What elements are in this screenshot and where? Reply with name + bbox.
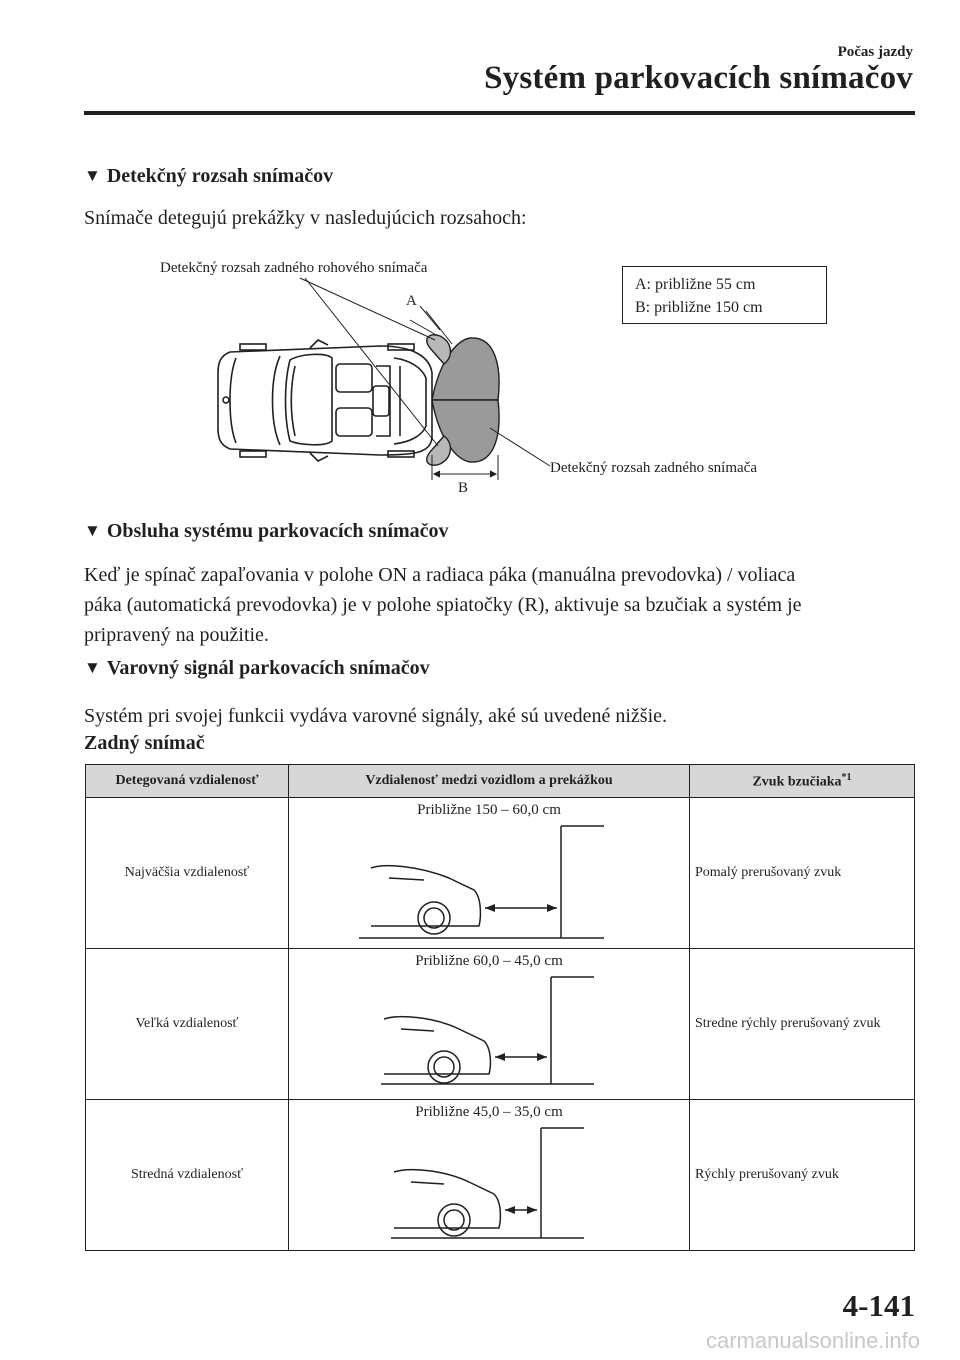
car-obstacle-illustration [289, 798, 689, 948]
section-heading-text: Obsluha systému parkovacích snímačov [106, 520, 449, 542]
sensor-range-figure [140, 248, 840, 503]
page-number: 4-141 [842, 1288, 915, 1323]
rear-sensor-range-label: Detekčný rozsah zadného snímača [550, 460, 757, 476]
section-heading-operation [84, 520, 449, 543]
col-header-range: Vzdialenosť medzi vozidlom a prekážkou [289, 765, 690, 798]
table-row [86, 1100, 915, 1251]
watermark: carmanualsonline.info [705, 1328, 920, 1353]
table-row [86, 798, 915, 949]
warning-signal-table [85, 764, 915, 1251]
distance-cell: Najväčšia vzdialenosť [86, 798, 289, 949]
sound-cell: Pomalý prerušovaný zvuk [690, 798, 915, 949]
sound-cell: Rýchly prerušovaný zvuk [690, 1100, 915, 1251]
table-header-row [86, 765, 915, 798]
section-heading-text: Detekčný rozsah snímačov [106, 165, 334, 187]
paragraph-line: Keď je spínač zapaľovania v polohe ON a radiaca páka (manuálna prevodovka) / voliaca [84, 564, 796, 586]
col-header-sound-text: Zvuk bzučiaka [752, 774, 842, 790]
range-text: Približne 60,0 – 45,0 cm [415, 953, 563, 969]
range-cell [289, 949, 690, 1100]
dimension-legend [622, 266, 827, 324]
warning-paragraph: Systém pri svojej funkcii vydáva varovné signály, aké sú uvedené nižšie. [84, 705, 667, 727]
car-obstacle-illustration [289, 1100, 689, 1250]
triangle-bullet-icon: ▼ [84, 521, 101, 540]
section-heading-warning-signal [84, 657, 430, 680]
col-header-sound [690, 765, 915, 798]
section-heading-detection-range [84, 165, 333, 188]
header-divider [84, 111, 915, 115]
triangle-bullet-icon: ▼ [84, 658, 101, 677]
dimension-a-label: A [406, 293, 417, 309]
range-text: Približne 150 – 60,0 cm [417, 802, 561, 818]
range-cell [289, 798, 690, 949]
distance-cell: Veľká vzdialenosť [86, 949, 289, 1100]
table-row [86, 949, 915, 1100]
triangle-bullet-icon: ▼ [84, 166, 101, 185]
footnote-mark: *1 [841, 771, 852, 783]
operation-paragraph [84, 560, 900, 650]
legend-item-a: A: približne 55 cm [635, 276, 756, 293]
paragraph-line: pripravený na použitie. [84, 624, 269, 646]
col-header-distance: Detegovaná vzdialenosť [86, 765, 289, 798]
dimension-b-label: B [458, 480, 469, 496]
sound-cell: Stredne rýchly prerušovaný zvuk [690, 949, 915, 1100]
distance-cell: Stredná vzdialenosť [86, 1100, 289, 1251]
paragraph-line: páka (automatická prevodovka) je v polohe spiatočky (R), aktivuje sa bzučiak a systém je [84, 594, 802, 616]
section-paragraph: Snímače detegujú prekážky v nasledujúcich rozsahoch: [84, 207, 527, 229]
legend-item-b: B: približne 150 cm [635, 299, 763, 316]
car-obstacle-illustration [289, 949, 689, 1099]
range-text: Približne 45,0 – 35,0 cm [415, 1104, 563, 1120]
chapter-label: Počas jazdy [837, 44, 913, 60]
corner-sensor-range-label: Detekčný rozsah zadného rohového snímača [160, 260, 428, 276]
page-title: Systém parkovacích snímačov [484, 60, 913, 96]
section-heading-text: Varovný signál parkovacích snímačov [106, 657, 430, 679]
range-cell [289, 1100, 690, 1251]
rear-sensor-subheading: Zadný snímač [84, 732, 205, 754]
